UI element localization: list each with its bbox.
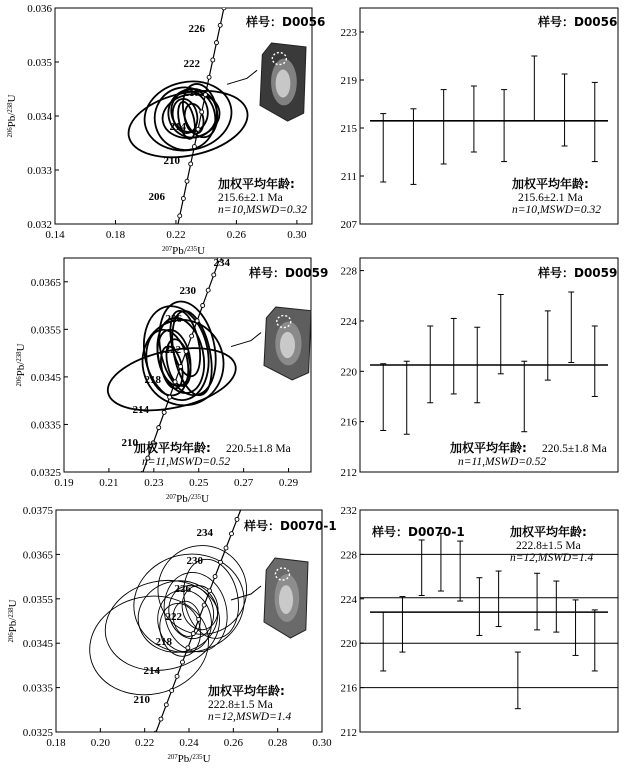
bar3-ytick-label: 212 bbox=[340, 727, 357, 739]
conc1-concordia-age-marker bbox=[181, 197, 185, 201]
bar1-mean-age: 215.6±2.1 Ma bbox=[518, 192, 583, 204]
conc3-concordia-age-marker bbox=[235, 517, 239, 521]
conc1-mean-age: 215.6±2.1 Ma bbox=[218, 192, 283, 204]
conc3-xtick-label: 0.24 bbox=[179, 737, 199, 749]
conc3-concordia-age-label: 226 bbox=[174, 583, 191, 595]
conc1-concordia-age-marker bbox=[203, 93, 207, 97]
conc3-xtick-label: 0.26 bbox=[223, 737, 243, 749]
bar2-ytick-label: 212 bbox=[340, 467, 357, 479]
conc2-xtick-label: 0.29 bbox=[278, 477, 299, 489]
conc2-sample-label: 样号：D0059 bbox=[249, 266, 329, 280]
conc2-concordia-age-marker bbox=[39, 760, 43, 764]
bar2-chart bbox=[341, 258, 619, 479]
conc1-concordia-age-marker bbox=[215, 41, 219, 45]
bar2-mean-stats: n=11,MSWD=0.52 bbox=[458, 456, 547, 468]
conc3-concordia-age-marker bbox=[197, 617, 201, 621]
conc1-xtick-label: 0.22 bbox=[166, 229, 186, 241]
conc2-ytick-label: 0.0335 bbox=[30, 419, 61, 432]
conc2-xtick-label: 0.21 bbox=[99, 477, 119, 489]
bar1-ytick-label: 223 bbox=[340, 27, 357, 39]
conc3-concordia-age-label: 214 bbox=[143, 665, 160, 677]
conc2-xtick-label: 0.25 bbox=[189, 477, 209, 489]
conc1-mean-stats: n=10,MSWD=0.32 bbox=[218, 204, 307, 216]
conc1-concordia-age-marker bbox=[124, 473, 128, 477]
conc1-concordia-age-label: 214 bbox=[169, 121, 186, 133]
conc3-concordia-age-marker bbox=[170, 689, 174, 693]
conc1-concordia-age-marker bbox=[218, 23, 222, 27]
conc2-concordia-age-marker bbox=[190, 334, 194, 338]
conc3-concordia-age-label: 234 bbox=[196, 527, 213, 539]
conc1-ylabel: $^{206}$Pb/$^{238}$U bbox=[6, 94, 18, 138]
bar2-mean-title: 加权平均年龄: bbox=[450, 441, 527, 455]
conc2-xtick-label: 0.19 bbox=[54, 477, 74, 489]
conc1-concordia-age-marker bbox=[120, 490, 124, 494]
conc3-ytick-label: 0.0355 bbox=[22, 593, 53, 606]
conc3-concordia-age-marker bbox=[241, 503, 245, 507]
conc1-xlabel: $^{207}$Pb/$^{235}$U bbox=[161, 245, 206, 257]
conc3-mean-title: 加权平均年龄: bbox=[208, 684, 285, 698]
conc3-xtick-label: 0.30 bbox=[312, 737, 332, 749]
conc3-concordia-age-marker bbox=[246, 489, 250, 493]
conc3-xtick-label: 0.22 bbox=[135, 737, 155, 749]
conc2-concordia-age-label: 226 bbox=[165, 313, 182, 325]
conc3-concordia-age-marker bbox=[191, 632, 195, 636]
conc2-concordia-age-marker bbox=[206, 288, 210, 292]
conc2-concordia-age-label: 234 bbox=[213, 257, 230, 269]
conc1-xtick-label: 0.26 bbox=[226, 229, 247, 241]
bar2-sample-label: 样号：D0059 bbox=[538, 266, 618, 280]
conc1-concordia-age-label: 206 bbox=[148, 191, 165, 203]
bar3-ytick-label: 220 bbox=[340, 638, 357, 651]
conc1-concordia-age-marker bbox=[196, 127, 200, 131]
conc2-concordia-age-label: 230 bbox=[179, 285, 196, 297]
conc2-ytick-label: 0.0355 bbox=[30, 324, 61, 337]
conc1-concordia-age-label: 222 bbox=[183, 58, 200, 70]
conc3-ytick-label: 0.0365 bbox=[22, 549, 53, 562]
conc2-zircon-crystal-image bbox=[264, 307, 311, 380]
conc3-zircon-crystal-image bbox=[264, 558, 308, 638]
bar3-sample-label: 样号：D0070-1 bbox=[372, 525, 465, 539]
conc2-concordia-age-marker bbox=[162, 410, 166, 414]
conc1-xtick-label: 0.30 bbox=[287, 229, 307, 241]
conc3-xtick-label: 0.28 bbox=[268, 737, 288, 749]
conc3-sample-label: 样号：D0070-1 bbox=[244, 519, 337, 533]
conc2-xlabel: $^{207}$Pb/$^{235}$U bbox=[165, 493, 210, 505]
conc1-concordia-age-marker bbox=[185, 179, 189, 183]
conc2-xtick-label: 0.23 bbox=[144, 477, 164, 489]
conc3-ytick-label: 0.0335 bbox=[22, 682, 53, 695]
conc1-concordia-age-label: 218 bbox=[183, 87, 200, 99]
conc2-concordia-age-label: 214 bbox=[132, 404, 149, 416]
conc3-ytick-label: 0.0325 bbox=[22, 727, 53, 739]
bar2-ytick-label: 220 bbox=[340, 366, 357, 379]
conc2-concordia-age-label: 210 bbox=[121, 437, 138, 449]
conc3-concordia-age-marker bbox=[159, 717, 163, 721]
conc2-concordia-age-marker bbox=[195, 319, 199, 323]
conc3-concordia-age-label: 230 bbox=[186, 555, 203, 567]
bar1-chart bbox=[341, 8, 619, 231]
conc2-ytick-label: 0.0325 bbox=[30, 467, 61, 479]
bar3-mean-stats: n=12,MSWD=1.4 bbox=[510, 552, 594, 564]
conc2-concordia-age-marker bbox=[184, 349, 188, 353]
conc1-ytick-label: 0.033 bbox=[27, 165, 52, 177]
conc3-concordia-age-marker bbox=[180, 660, 184, 664]
bar1-ytick-label: 207 bbox=[340, 219, 357, 231]
conc2-concordia-age-label: 222 bbox=[164, 344, 181, 356]
conc1-sample-label: 样号：D0056 bbox=[246, 15, 326, 29]
conc3-concordia-age-marker bbox=[229, 532, 233, 536]
conc3-concordia-age-marker bbox=[186, 646, 190, 650]
conc3-ytick-label: 0.0375 bbox=[22, 505, 53, 517]
conc1-ytick-label: 0.034 bbox=[27, 111, 52, 123]
conc1-ytick-label: 0.032 bbox=[27, 219, 52, 231]
conc3-concordia-age-marker bbox=[143, 760, 147, 764]
conc2-ylabel: $^{206}$Pb/$^{238}$U bbox=[15, 343, 27, 387]
bar2-ytick-label: 216 bbox=[340, 416, 357, 429]
conc3-mean-age: 222.8±1.5 Ma bbox=[208, 699, 273, 711]
bar3-ytick-label: 228 bbox=[340, 549, 357, 562]
conc3-concordia-age-marker bbox=[202, 603, 206, 607]
conc3-xlabel: $^{207}$Pb/$^{235}$U bbox=[167, 753, 211, 765]
conc1-ytick-label: 0.036 bbox=[27, 3, 52, 15]
bar3-ytick-label: 216 bbox=[340, 682, 357, 695]
conc2-ytick-label: 0.0365 bbox=[30, 276, 61, 289]
conc1-concordia-age-label: 226 bbox=[188, 23, 205, 35]
conc3-concordia-age-marker bbox=[213, 575, 217, 579]
conc2-concordia-age-marker bbox=[223, 242, 227, 246]
conc2-concordia-age-marker bbox=[179, 365, 183, 369]
bar1-mean-stats: n=10,MSWD=0.32 bbox=[512, 204, 601, 216]
conc3-concordia-age-label: 210 bbox=[133, 694, 150, 706]
conc2-concordia-age-marker bbox=[201, 303, 205, 307]
conc2-mean-age: 220.5±1.8 Ma bbox=[226, 443, 291, 455]
conc2-concordia-age-marker bbox=[157, 426, 161, 430]
bar1-sample-label: 样号：D0056 bbox=[538, 15, 618, 29]
conc1-concordia-age-marker bbox=[211, 58, 215, 62]
conc1-zircon-crystal-image bbox=[260, 43, 306, 121]
conc3-concordia-age-label: 222 bbox=[165, 611, 182, 623]
conc1-concordia-age-marker bbox=[189, 162, 193, 166]
conc2-mean-stats: n=11,MSWD=0.52 bbox=[142, 456, 231, 468]
bar3-mean-age: 222.8±1.5 Ma bbox=[516, 540, 581, 552]
bar2-ytick-label: 224 bbox=[340, 315, 357, 328]
conc1-ytick-label: 0.035 bbox=[27, 57, 52, 69]
conc2-concordia-age-label: 218 bbox=[144, 374, 161, 386]
conc1-xtick-label: 0.18 bbox=[105, 229, 126, 241]
conc3-concordia-age-marker bbox=[219, 560, 223, 564]
conc3-concordia-age-marker bbox=[164, 703, 168, 707]
bar2-ytick-label: 228 bbox=[340, 265, 357, 278]
conc3-concordia-age-marker bbox=[208, 589, 212, 593]
conc1-concordia-age-label: 210 bbox=[163, 155, 180, 167]
conc2-concordia-age-marker bbox=[173, 380, 177, 384]
conc2-concordia-age-marker bbox=[140, 471, 144, 475]
conc3-xtick-label: 0.20 bbox=[90, 737, 110, 749]
conc3-concordia-age-marker bbox=[175, 674, 179, 678]
bar3-ytick-label: 224 bbox=[340, 593, 357, 606]
conc1-xtick-label: 0.14 bbox=[45, 229, 65, 241]
conc3-concordia-age-marker bbox=[224, 546, 228, 550]
conc2-concordia-age-marker bbox=[130, 502, 134, 506]
bar3-chart bbox=[341, 505, 619, 739]
bar3-mean-title: 加权平均年龄: bbox=[510, 525, 587, 539]
conc2-concordia-age-marker bbox=[135, 487, 139, 491]
conc2-ytick-label: 0.0345 bbox=[30, 371, 61, 384]
conc3-ylabel: $^{206}$Pb/$^{238}$U bbox=[7, 599, 19, 643]
bar3-ytick-label: 232 bbox=[340, 505, 357, 517]
conc2-concordia-age-marker bbox=[212, 273, 216, 277]
conc2-concordia-age-marker bbox=[168, 395, 172, 399]
bar1-ytick-label: 219 bbox=[340, 75, 357, 87]
bar1-ytick-label: 215 bbox=[340, 123, 357, 135]
conc3-mean-stats: n=12,MSWD=1.4 bbox=[208, 711, 292, 723]
conc3-concordia-age-marker bbox=[154, 731, 158, 735]
conc2-xtick-label: 0.27 bbox=[234, 477, 254, 489]
conc3-xtick-label: 0.18 bbox=[46, 737, 66, 749]
bar2-mean-age: 220.5±1.8 Ma bbox=[542, 443, 607, 455]
bar1-mean-title: 加权平均年龄: bbox=[512, 177, 589, 191]
conc1-concordia-age-marker bbox=[178, 214, 182, 218]
bar1-ytick-label: 211 bbox=[340, 171, 357, 183]
conc3-concordia-age-label: 218 bbox=[155, 636, 172, 648]
conc3-ytick-label: 0.0345 bbox=[22, 638, 53, 651]
conc2-mean-title: 加权平均年龄: bbox=[134, 441, 211, 455]
conc1-concordia-age-marker bbox=[192, 145, 196, 149]
conc1-concordia-age-marker bbox=[200, 110, 204, 114]
conc1-concordia-age-marker bbox=[207, 75, 211, 79]
conc1-mean-title: 加权平均年龄: bbox=[218, 177, 295, 191]
